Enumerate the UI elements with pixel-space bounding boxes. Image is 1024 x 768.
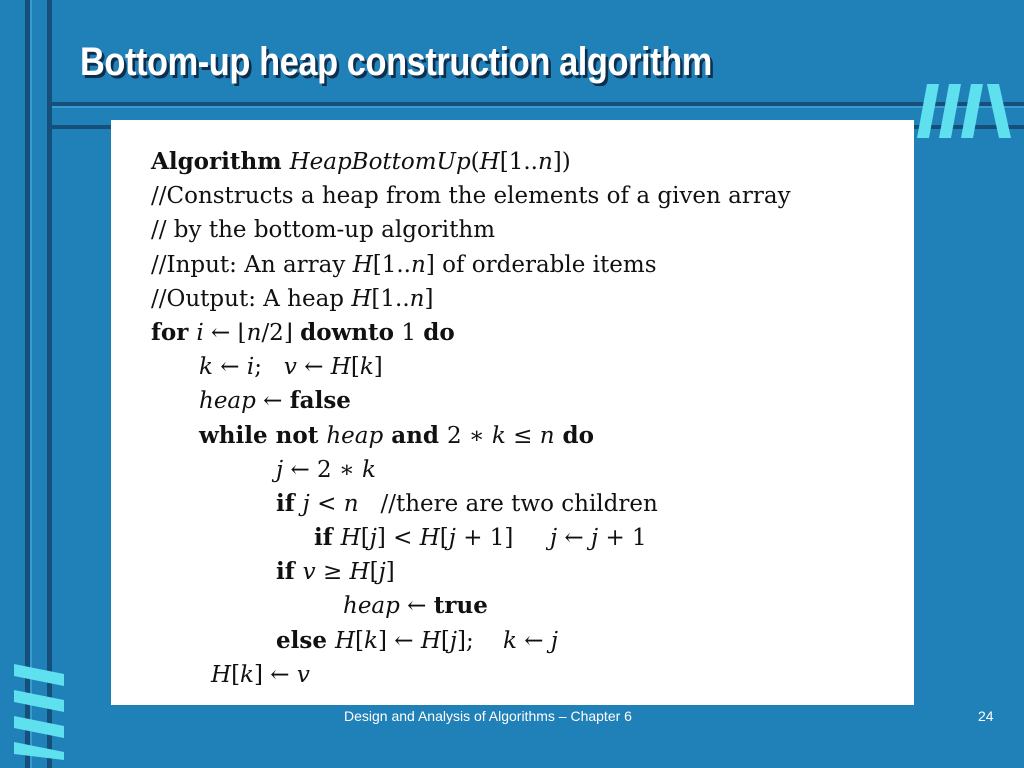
code-segment: ]) bbox=[552, 149, 571, 175]
code-segment: ← bbox=[557, 525, 591, 552]
code-segment: [ bbox=[231, 661, 241, 688]
code-segment: // by the bottom-up algorithm bbox=[151, 217, 496, 244]
code-segment: j bbox=[549, 525, 558, 552]
code-segment: false bbox=[289, 387, 351, 415]
code-segment: [1.. bbox=[372, 251, 411, 278]
code-segment: ( bbox=[470, 149, 480, 175]
code-segment: H bbox=[211, 661, 232, 688]
code-segment: //Input: An array bbox=[151, 251, 353, 278]
code-segment: n bbox=[411, 251, 426, 278]
code-segment: ] bbox=[424, 285, 434, 312]
code-segment: Algorithm bbox=[151, 148, 290, 175]
code-line-j-assign bbox=[151, 453, 914, 487]
code-segment: H bbox=[419, 525, 440, 552]
code-segment: 1 bbox=[394, 319, 424, 346]
code-segment: n bbox=[539, 422, 555, 449]
code-line-final-assign bbox=[151, 658, 914, 692]
code-segment: k bbox=[502, 627, 517, 654]
code-segment: [ bbox=[355, 627, 365, 654]
frame-vertical-line-inner bbox=[47, 0, 52, 768]
code-segment: [1.. bbox=[371, 285, 410, 312]
code-segment: ] < bbox=[376, 525, 420, 552]
code-line-if-two-children bbox=[151, 487, 914, 521]
code-segment: do bbox=[423, 318, 455, 346]
code-line-while-loop bbox=[151, 419, 914, 453]
code-line-comment-method bbox=[151, 213, 914, 247]
code-segment: + 1 bbox=[598, 525, 647, 552]
code-segment: 2 ∗ bbox=[446, 422, 492, 449]
code-segment: j bbox=[302, 490, 310, 517]
code-segment: ← bbox=[255, 388, 290, 415]
code-segment: k bbox=[491, 422, 506, 449]
code-segment: j bbox=[378, 559, 386, 586]
code-segment: [1.. bbox=[499, 149, 538, 175]
code-segment: ≥ bbox=[315, 559, 350, 586]
code-segment: k bbox=[364, 627, 378, 654]
code-segment: ← bbox=[399, 593, 434, 620]
code-segment: [ bbox=[439, 525, 449, 552]
code-segment: while not bbox=[199, 421, 327, 449]
code-segment: j bbox=[449, 627, 458, 654]
slide-footer: Design and Analysis of Algorithms – Chapter 6 bbox=[344, 708, 632, 724]
code-segment: [ bbox=[360, 525, 370, 552]
code-segment: [ bbox=[440, 627, 450, 654]
code-segment: H bbox=[420, 627, 441, 654]
code-segment: v bbox=[283, 354, 297, 381]
code-segment: true bbox=[433, 592, 488, 620]
slide-title: Bottom-up heap construction algorithm bbox=[80, 40, 712, 84]
code-line-comment-output bbox=[151, 282, 914, 316]
code-segment: //Output: A heap bbox=[151, 285, 352, 312]
code-segment: k bbox=[359, 354, 374, 381]
code-segment: ]; bbox=[457, 627, 503, 654]
code-segment: downto bbox=[300, 318, 395, 346]
slide-page-number: 24 bbox=[978, 708, 994, 724]
code-segment: k bbox=[240, 661, 254, 688]
code-segment: else bbox=[276, 626, 335, 654]
code-segment: ← ⌊ bbox=[203, 319, 247, 346]
code-segment: i bbox=[196, 319, 204, 346]
code-line-init-k-v bbox=[151, 350, 914, 384]
code-segment: j bbox=[276, 456, 284, 483]
code-segment: H bbox=[351, 285, 372, 312]
code-segment: < bbox=[309, 490, 344, 517]
code-segment: ← bbox=[516, 627, 551, 654]
code-segment: H bbox=[352, 251, 373, 278]
code-segment: [ bbox=[350, 354, 360, 381]
frame-horizontal-line-highlight bbox=[52, 106, 1024, 108]
code-segment: n bbox=[246, 319, 262, 346]
code-segment: ] ← bbox=[377, 627, 421, 654]
algorithm-pseudocode-box bbox=[111, 120, 914, 705]
frame-vertical-line-highlight bbox=[30, 0, 32, 768]
code-segment: heap bbox=[343, 593, 400, 620]
code-segment: ← bbox=[212, 354, 247, 381]
code-segment: heap bbox=[326, 422, 384, 449]
code-segment: ] bbox=[373, 354, 383, 381]
code-segment: j bbox=[448, 525, 456, 552]
code-line-comment-input bbox=[151, 248, 914, 282]
code-line-if-v-geq bbox=[151, 555, 914, 589]
code-segment: ] bbox=[385, 559, 395, 586]
code-line-heap-true bbox=[151, 589, 914, 623]
code-segment: j bbox=[369, 525, 377, 552]
code-segment: if bbox=[276, 489, 303, 517]
code-segment: j bbox=[550, 627, 558, 654]
code-segment: ] ← bbox=[253, 661, 297, 688]
code-line-for-loop bbox=[151, 316, 914, 350]
decorative-stripes-logo-top-right bbox=[915, 80, 1015, 142]
code-segment: for bbox=[151, 318, 197, 346]
code-segment: H bbox=[330, 354, 351, 381]
code-segment: ] of orderable items bbox=[425, 251, 657, 278]
code-segment: n bbox=[409, 285, 425, 312]
code-segment: H bbox=[334, 627, 356, 654]
code-segment: if bbox=[314, 524, 341, 552]
code-line-else-swap bbox=[151, 624, 914, 658]
decorative-stripes-bottom-left bbox=[4, 660, 74, 760]
code-segment: v bbox=[302, 559, 316, 586]
code-segment: ← bbox=[296, 354, 331, 381]
code-segment: HeapBottomUp bbox=[289, 149, 471, 175]
code-segment: i bbox=[246, 354, 255, 381]
code-segment: H bbox=[479, 149, 500, 175]
code-segment: j bbox=[591, 525, 599, 552]
code-segment: ; bbox=[254, 354, 284, 381]
code-segment: H bbox=[349, 559, 370, 586]
code-segment: k bbox=[361, 456, 376, 483]
code-segment: + 1] bbox=[455, 525, 550, 552]
code-segment: v bbox=[296, 661, 310, 688]
code-line-comment-description bbox=[151, 179, 914, 213]
code-segment: /2⌋ bbox=[261, 319, 301, 346]
code-segment: heap bbox=[199, 388, 256, 415]
code-segment: n bbox=[343, 490, 359, 517]
code-segment: [ bbox=[369, 559, 379, 586]
code-line-header bbox=[151, 145, 914, 179]
code-segment: k bbox=[199, 354, 213, 381]
code-segment: do bbox=[554, 421, 594, 449]
code-line-if-compare-children bbox=[151, 521, 914, 555]
code-segment: //Constructs a heap from the elements of a given array bbox=[151, 183, 791, 210]
code-line-heap-false bbox=[151, 384, 914, 418]
code-segment: H bbox=[340, 525, 361, 552]
code-segment: if bbox=[276, 558, 303, 586]
code-segment: //there are two children bbox=[358, 490, 658, 517]
code-segment: ≤ bbox=[505, 422, 540, 449]
code-segment: ← 2 ∗ bbox=[283, 456, 362, 483]
code-segment: n bbox=[537, 149, 553, 175]
code-segment: and bbox=[383, 421, 447, 449]
